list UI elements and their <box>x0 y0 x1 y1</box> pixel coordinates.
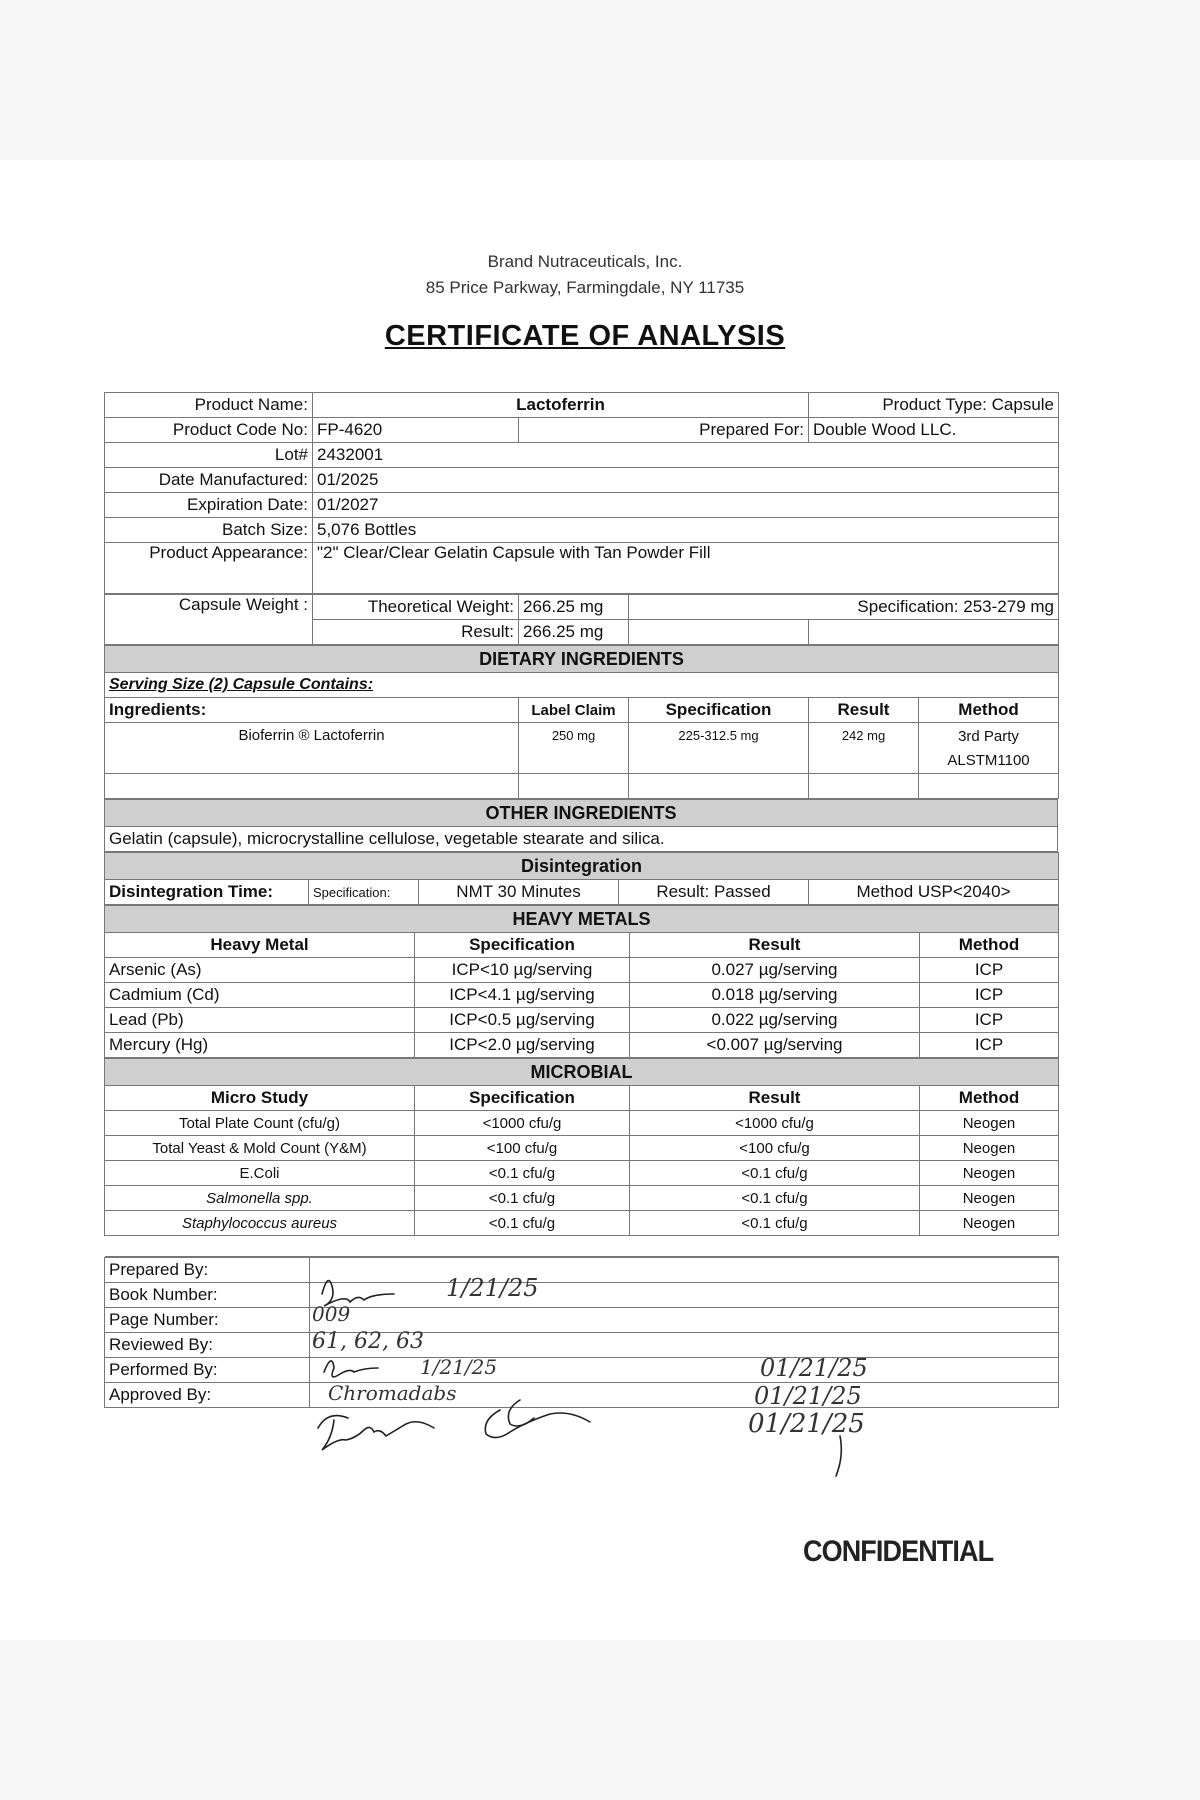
page-title: CERTIFICATE OF ANALYSIS <box>384 320 786 352</box>
micro-header-study: Micro Study <box>105 1086 415 1111</box>
table-row <box>105 1211 1059 1236</box>
mfg-date: 01/2025 <box>313 468 1059 493</box>
micro-header-method: Method <box>920 1086 1059 1111</box>
micro-study: Total Plate Count (cfu/g) <box>105 1111 415 1136</box>
microbial-heading: MICROBIAL <box>105 1059 1059 1086</box>
micro-method: Neogen <box>920 1186 1059 1211</box>
weight-spec: 253-279 mg <box>963 597 1054 616</box>
dietary-header-ingredients: Ingredients: <box>105 698 519 723</box>
page-number-label: Page Number: <box>105 1308 310 1333</box>
page-number: 61, 62, 63 <box>312 1329 424 1354</box>
theoretical-weight-label: Theoretical Weight: <box>313 595 519 620</box>
capsule-weight-table <box>104 594 1059 645</box>
dietary-header-claim: Label Claim <box>519 698 629 723</box>
coa-form <box>104 392 1058 1408</box>
scan-margin-bottom <box>0 1640 1200 1800</box>
performed-by-label: Performed By: <box>105 1358 310 1383</box>
prepared-for: Double Wood LLC. <box>809 418 1059 443</box>
prepared-date: 1/21/25 <box>446 1274 539 1302</box>
micro-spec: <1000 cfu/g <box>415 1111 630 1136</box>
batch-size: 5,076 Bottles <box>313 518 1059 543</box>
product-type: Capsule <box>991 395 1055 414</box>
table-row <box>105 958 1059 983</box>
other-ingredients: Gelatin (capsule), microcrystalline cellulose, vegetable stearate and silica. <box>105 827 1058 852</box>
reviewed-by-label: Reviewed By: <box>105 1333 310 1358</box>
exp-date-label: Expiration Date: <box>105 493 313 518</box>
table-row <box>105 1161 1059 1186</box>
micro-header-result: Result <box>630 1086 920 1111</box>
appearance-label: Product Appearance: <box>105 543 313 594</box>
hm-spec: ICP<2.0 µg/serving <box>415 1033 630 1058</box>
ingredient-spec: 225-312.5 mg <box>629 723 809 774</box>
hm-method: ICP <box>920 983 1059 1008</box>
weight-result-label: Result: <box>313 620 519 645</box>
disintegration-table <box>104 852 1059 905</box>
lot-label: Lot# <box>105 443 313 468</box>
micro-result: <0.1 cfu/g <box>630 1211 920 1236</box>
micro-method: Neogen <box>920 1136 1059 1161</box>
hm-spec: ICP<0.5 µg/serving <box>415 1008 630 1033</box>
product-name-label: Product Name: <box>105 393 313 418</box>
micro-study: E.Coli <box>105 1161 415 1186</box>
micro-result: <0.1 cfu/g <box>630 1161 920 1186</box>
certificate-page <box>0 160 1200 1640</box>
approved-date: 01/21/25 <box>748 1409 865 1439</box>
dietary-header-method: Method <box>919 698 1059 723</box>
confidential-stamp: CONFIDENTIAL <box>803 1535 994 1568</box>
prepared-by-label: Prepared By: <box>105 1258 310 1283</box>
disintegration-label: Disintegration Time: <box>105 880 309 905</box>
mfg-date-label: Date Manufactured: <box>105 468 313 493</box>
table-row <box>105 1111 1059 1136</box>
book-number: 009 <box>312 1302 351 1326</box>
appearance: "2" Clear/Clear Gelatin Capsule with Tan Powder Fill <box>313 543 1059 594</box>
micro-method: Neogen <box>920 1111 1059 1136</box>
weight-spec-label: Specification: <box>857 597 959 616</box>
exp-date: 01/2027 <box>313 493 1059 518</box>
micro-study: Staphylococcus aureus <box>105 1211 415 1236</box>
hm-header-result: Result <box>630 933 920 958</box>
disintegration-method: Method USP<2040> <box>809 880 1059 905</box>
approved-by-label: Approved By: <box>105 1383 310 1408</box>
scan-margin-top <box>0 0 1200 160</box>
hm-header-method: Method <box>920 933 1059 958</box>
reviewed-date-2: 01/21/25 <box>760 1354 868 1382</box>
company-address: 85 Price Parkway, Farmingdale, NY 11735 <box>425 278 745 297</box>
hm-spec: ICP<4.1 µg/serving <box>415 983 630 1008</box>
micro-spec: <0.1 cfu/g <box>415 1211 630 1236</box>
hm-result: 0.022 µg/serving <box>630 1008 920 1033</box>
theoretical-weight: 266.25 mg <box>519 595 629 620</box>
hm-header-spec: Specification <box>415 933 630 958</box>
table-row <box>105 1186 1059 1211</box>
hm-metal: Mercury (Hg) <box>105 1033 415 1058</box>
lot-number: 2432001 <box>313 443 1059 468</box>
table-row <box>105 983 1059 1008</box>
prepared-for-label: Prepared For: <box>519 418 809 443</box>
product-code: FP-4620 <box>313 418 519 443</box>
dietary-header-spec: Specification <box>629 698 809 723</box>
product-name: Lactoferrin <box>313 393 809 418</box>
table-row <box>105 723 1059 774</box>
hm-method: ICP <box>920 1008 1059 1033</box>
company-name: Brand Nutraceuticals, Inc. <box>487 252 683 271</box>
batch-size-label: Batch Size: <box>105 518 313 543</box>
label-claim: 250 mg <box>519 723 629 774</box>
micro-method: Neogen <box>920 1161 1059 1186</box>
micro-result: <0.1 cfu/g <box>630 1186 920 1211</box>
capsule-weight-label: Capsule Weight : <box>105 595 313 645</box>
hm-metal: Arsenic (As) <box>105 958 415 983</box>
ingredient-method-code: ALSTM1100 <box>947 752 1030 769</box>
micro-method: Neogen <box>920 1211 1059 1236</box>
micro-spec: <0.1 cfu/g <box>415 1186 630 1211</box>
serving-size: Serving Size (2) Capsule Contains: <box>105 673 1059 698</box>
micro-result: <100 cfu/g <box>630 1136 920 1161</box>
heavy-metals-table <box>104 905 1059 1058</box>
other-heading: OTHER INGREDIENTS <box>105 800 1058 827</box>
product-type-label: Product Type: <box>882 395 987 414</box>
table-row <box>105 1008 1059 1033</box>
reviewed-date: 1/21/25 <box>420 1355 498 1379</box>
hm-metal: Lead (Pb) <box>105 1008 415 1033</box>
hm-result: 0.027 µg/serving <box>630 958 920 983</box>
micro-header-spec: Specification <box>415 1086 630 1111</box>
table-row <box>105 1136 1059 1161</box>
hm-header-metal: Heavy Metal <box>105 933 415 958</box>
hm-result: 0.018 µg/serving <box>630 983 920 1008</box>
performed-date: 01/21/25 <box>754 1382 862 1410</box>
micro-result: <1000 cfu/g <box>630 1111 920 1136</box>
disintegration-heading: Disintegration <box>105 853 1059 880</box>
hm-result: <0.007 µg/serving <box>630 1033 920 1058</box>
micro-spec: <0.1 cfu/g <box>415 1161 630 1186</box>
micro-spec: <100 cfu/g <box>415 1136 630 1161</box>
ingredient-name: Bioferrin ® Lactoferrin <box>105 723 519 774</box>
microbial-table <box>104 1058 1059 1257</box>
ingredient-result: 242 mg <box>809 723 919 774</box>
micro-study: Salmonella spp. <box>105 1186 415 1211</box>
dietary-table <box>104 645 1059 799</box>
heavy-metals-heading: HEAVY METALS <box>105 906 1059 933</box>
performed-note: Chromadabs <box>328 1381 457 1405</box>
product-info-table <box>104 392 1059 594</box>
weight-result: 266.25 mg <box>519 620 629 645</box>
table-row <box>105 1033 1059 1058</box>
product-code-label: Product Code No: <box>105 418 313 443</box>
disintegration-result: Result: Passed <box>619 880 809 905</box>
hm-metal: Cadmium (Cd) <box>105 983 415 1008</box>
book-number-label: Book Number: <box>105 1283 310 1308</box>
disintegration-spec: NMT 30 Minutes <box>419 880 619 905</box>
disintegration-spec-label: Specification: <box>309 880 419 905</box>
dietary-heading: DIETARY INGREDIENTS <box>105 646 1059 673</box>
ingredient-method: 3rd Party <box>958 728 1019 745</box>
other-ingredients-table <box>104 799 1058 852</box>
dietary-header-result: Result <box>809 698 919 723</box>
signoff-table <box>104 1257 1059 1408</box>
hm-spec: ICP<10 µg/serving <box>415 958 630 983</box>
hm-method: ICP <box>920 958 1059 983</box>
micro-study: Total Yeast & Mold Count (Y&M) <box>105 1136 415 1161</box>
hm-method: ICP <box>920 1033 1059 1058</box>
